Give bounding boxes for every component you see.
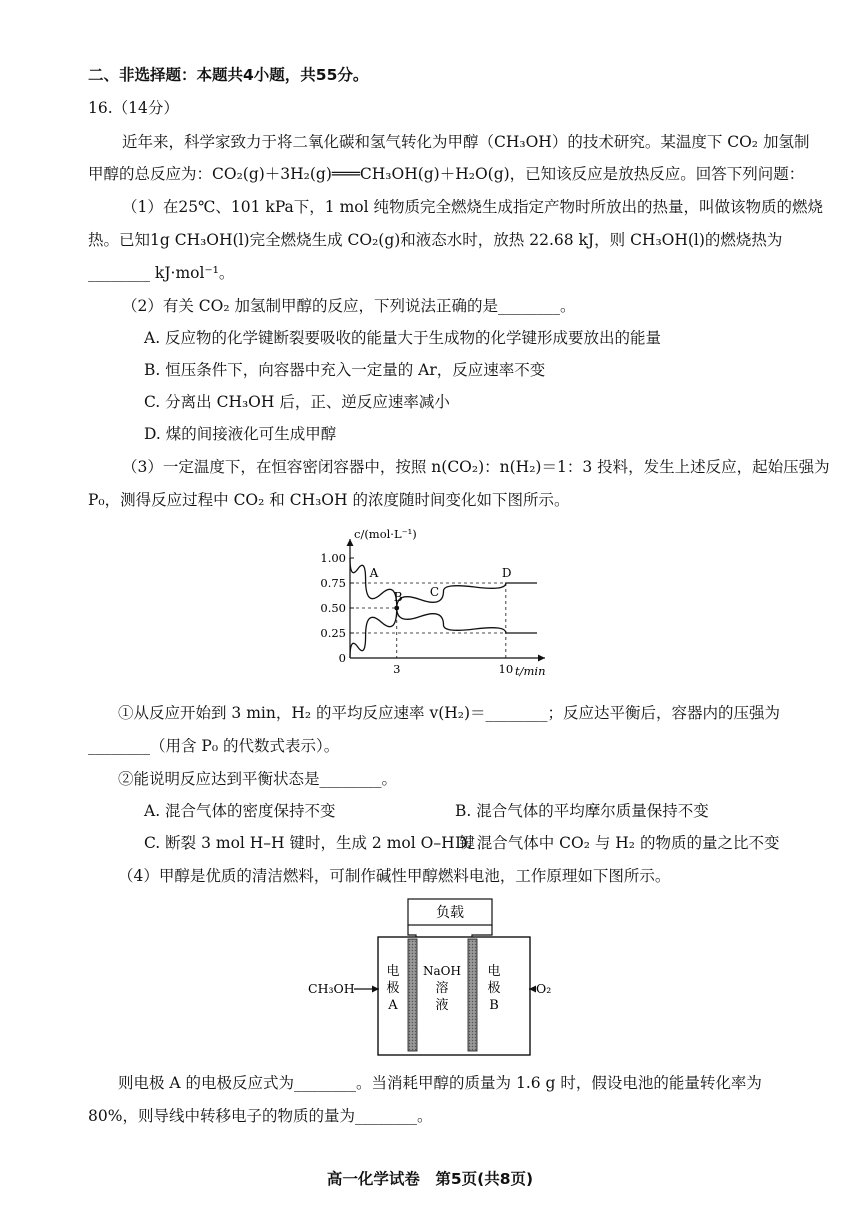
fuel-cell-svg	[300, 895, 570, 1065]
part1-line-1: （1）在25℃、101 kPa下，1 mol 纯物质完全燃烧生成指定产物时所放出的热量，叫做该物质的燃烧	[122, 198, 824, 216]
fuel-cell-diagram	[300, 895, 570, 1065]
y-axis-label: c/(mol·L⁻¹)	[354, 527, 417, 541]
intro-line-1: 近年来，科学家致力于将二氧化碳和氢气转化为甲醇（CH₃OH）的技术研究。某温度下 CO₂ 加氢制	[122, 133, 810, 151]
electrode-b-char-2: 极	[487, 981, 501, 996]
electrode-b-plate	[468, 939, 477, 1051]
y-tick-label: 0.75	[320, 576, 346, 590]
point-label-d: D	[501, 566, 512, 580]
part3-line-1: （3）一定温度下，在恒容密闭容器中，按照 n(CO₂)：n(H₂)＝1：3 投料，发生上述反应，起始压强为	[122, 458, 830, 476]
x-tick-label: 10	[498, 662, 514, 676]
part1-line-3: ________ kJ·mol⁻¹。	[88, 264, 235, 282]
cell-container	[378, 937, 530, 1055]
section-header: 二、非选择题：本题共4小题，共55分。	[88, 66, 369, 84]
part2-option-b: B. 恒压条件下，向容器中充入一定量的 Ar，反应速率不变	[144, 361, 546, 379]
x-tick-label: 3	[393, 662, 401, 676]
point-label-c: C	[429, 585, 440, 599]
electrode-a-char-1: 电	[386, 964, 400, 979]
question-number: 16.（14分）	[88, 99, 179, 117]
electrode-a-plate	[408, 939, 417, 1051]
electrode-b-char-1: 电	[487, 964, 501, 979]
electrolyte-line-3: 液	[435, 998, 449, 1013]
page-footer: 高一化学试卷 第5页(共8页)	[326, 1170, 534, 1188]
point-label-b: B	[393, 590, 403, 604]
part3b-option-a: A. 混合气体的密度保持不变	[144, 802, 336, 820]
part2-stem: （2）有关 CO₂ 加氢制甲醇的反应，下列说法正确的是________。	[122, 297, 576, 315]
electrode-a-char-3: A	[388, 998, 398, 1013]
part2-option-c: C. 分离出 CH₃OH 后，正、逆反应速率减小	[144, 393, 450, 411]
part3b-option-c: C. 断裂 3 mol H–H 键时，生成 2 mol O–H 键	[144, 834, 476, 852]
part3a-line-1: ①从反应开始到 3 min，H₂ 的平均反应速率 v(H₂)＝________；反应达平衡后，容器内的压强为	[118, 704, 781, 722]
part3-line-2: P₀，测得反应过程中 CO₂ 和 CH₃OH 的浓度随时间变化如下图所示。	[88, 491, 570, 509]
electrolyte-line-2: 溶	[435, 981, 449, 996]
part1-line-2: 热。已知1g CH₃OH(l)完全燃烧生成 CO₂(g)和液态水时，放热 22.68 kJ，则 CH₃OH(l)的燃烧热为	[88, 231, 783, 249]
y-tick-label: 0.25	[320, 626, 346, 640]
methanol-input-label: CH₃OH	[308, 981, 355, 996]
chart-svg	[305, 525, 555, 685]
part4-line: （4）甲醇是优质的清洁燃料，可制作碱性甲醇燃料电池，工作原理如下图所示。	[118, 867, 671, 885]
part3a-line-2: ________（用含 P₀ 的代数式表示）。	[88, 737, 340, 755]
part2-option-d: D. 煤的间接液化可生成甲醇	[144, 425, 337, 443]
intersection-point	[394, 606, 399, 611]
concentration-time-chart	[305, 525, 555, 685]
electrode-b-char-3: B	[489, 998, 499, 1013]
part2-option-a: A. 反应物的化学键断裂要吸收的能量大于生成物的化学键形成要放出的能量	[144, 329, 662, 347]
x-axis-label: t/min	[515, 664, 546, 678]
y-tick-label: 0.50	[320, 601, 346, 615]
load-label: 负载	[436, 905, 464, 921]
final-line-2: 80%，则导线中转移电子的物质的量为________。	[88, 1107, 433, 1125]
y-tick-label: 1.00	[320, 551, 346, 565]
part3b-option-b: B. 混合气体的平均摩尔质量保持不变	[455, 802, 709, 820]
intro-line-2: 甲醇的总反应为：CO₂(g)＋3H₂(g)═══CH₃OH(g)＋H₂O(g)，已知该反应是放热反应。回答下列问题：	[88, 165, 805, 183]
oxygen-input-label: O₂	[536, 981, 552, 996]
electrode-a-char-2: 极	[386, 981, 400, 996]
electrolyte-line-1: NaOH	[423, 964, 461, 978]
final-line-1: 则电极 A 的电极反应式为________。当消耗甲醇的质量为 1.6 g 时，假设电池的能量转化率为	[118, 1074, 762, 1092]
part3b-option-d: D. 混合气体中 CO₂ 与 H₂ 的物质的量之比不变	[455, 834, 780, 852]
y-tick-label: 0	[338, 651, 346, 665]
point-label-a: A	[369, 566, 379, 580]
part3b-stem: ②能说明反应达到平衡状态是________。	[118, 770, 398, 788]
